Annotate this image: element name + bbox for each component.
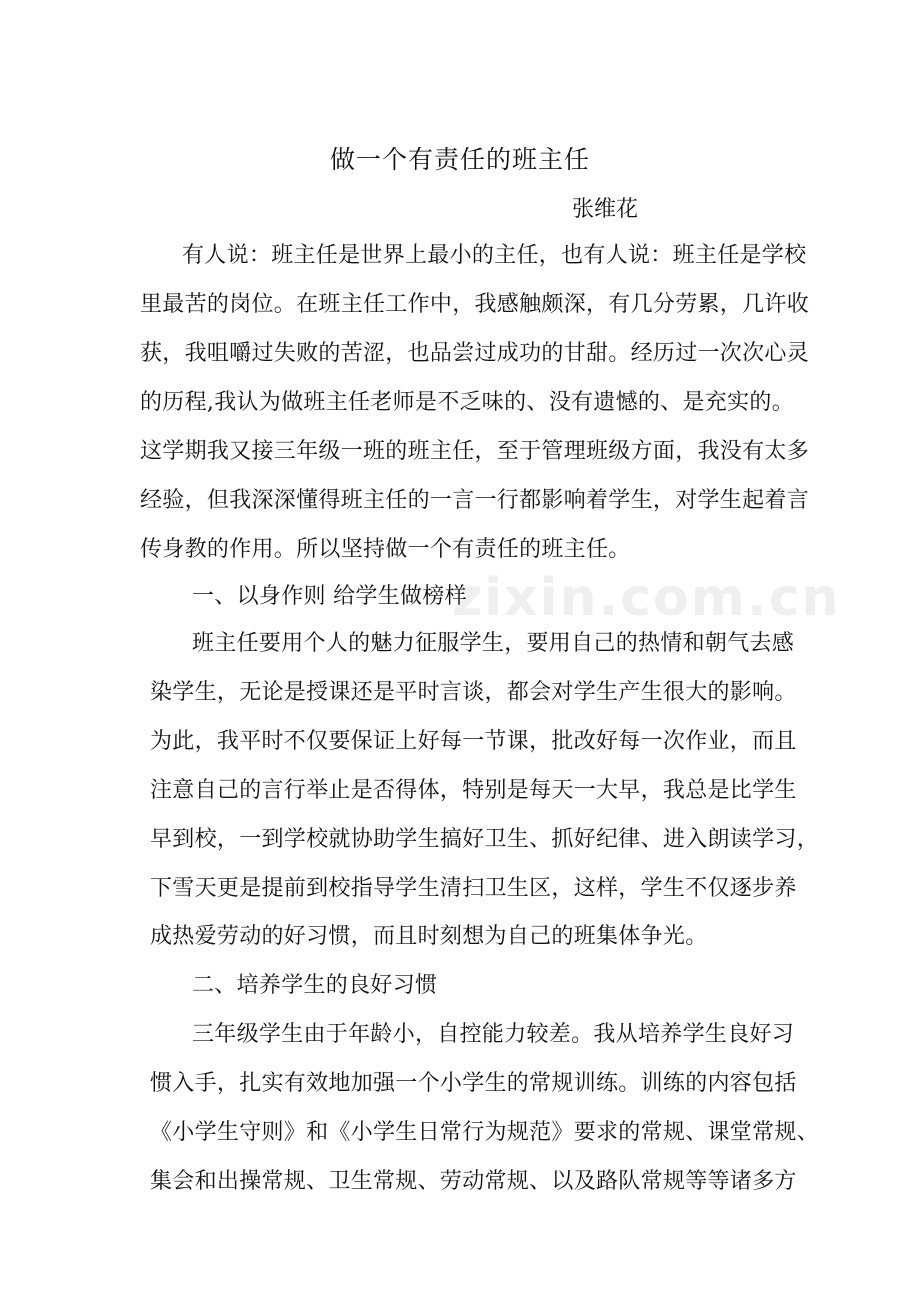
text-line: 的历程,我认为做班主任老师是不乏味的、没有遗憾的、是充实的。 xyxy=(140,390,794,415)
text-line: 经验，但我深深懂得班主任的一言一行都影响着学生，对学生起着言 xyxy=(140,488,810,513)
text-line: 惯入手，扎实有效地加强一个小学生的常规训练。训练的内容包括 xyxy=(150,1071,797,1096)
text-line: 三年级学生由于年龄小，自控能力较差。我从培养学生良好习 xyxy=(192,1022,795,1047)
text-line: 染学生，无论是授课还是平时言谈，都会对学生产生很大的影响。 xyxy=(150,680,797,705)
text-line: 里最苦的岗位。在班主任工作中，我感触颇深，有几分劳累，几许收 xyxy=(140,292,810,317)
text-line: 有人说：班主任是世界上最小的主任，也有人说：班主任是学校 xyxy=(182,243,807,268)
text-line: 注意自己的言行举止是否得体，特别是每天一大早，我总是比学生 xyxy=(150,778,797,803)
text-line: 传身教的作用。所以坚持做一个有责任的班主任。 xyxy=(140,537,631,562)
text-line: 《小学生守则》和《小学生日常行为规范》要求的常规、课堂常规、 xyxy=(150,1120,820,1145)
section-heading: 一、以身作则 给学生做榜样 xyxy=(192,584,467,609)
author-name: 张维花 xyxy=(572,197,639,222)
section-heading: 二、培养学生的良好习惯 xyxy=(192,973,438,998)
text-line: 集会和出操常规、卫生常规、劳动常规、以及路队常规等等诸多方 xyxy=(150,1169,797,1194)
watermark: zixin.com.cn xyxy=(452,568,841,628)
text-line: 成热爱劳动的好习惯，而且时刻想为自己的班集体争光。 xyxy=(150,924,708,949)
text-line: 早到校，一到学校就协助学生搞好卫生、抓好纪律、进入朗读学习， xyxy=(150,827,820,852)
text-line: 获，我咀嚼过失败的苦涩，也品尝过成功的甘甜。经历过一次次心灵 xyxy=(140,341,810,366)
text-line: 班主任要用个人的魅力征服学生，要用自己的热情和朝气去感 xyxy=(192,631,795,656)
text-line: 这学期我又接三年级一班的班主任，至于管理班级方面，我没有太多 xyxy=(140,439,810,464)
document-title: 做一个有责任的班主任 xyxy=(329,145,590,174)
text-line: 下雪天更是提前到校指导学生清扫卫生区，这样，学生不仅逐步养 xyxy=(150,876,797,901)
text-line: 为此，我平时不仅要保证上好每一节课，批改好每一次作业，而且 xyxy=(150,729,797,754)
